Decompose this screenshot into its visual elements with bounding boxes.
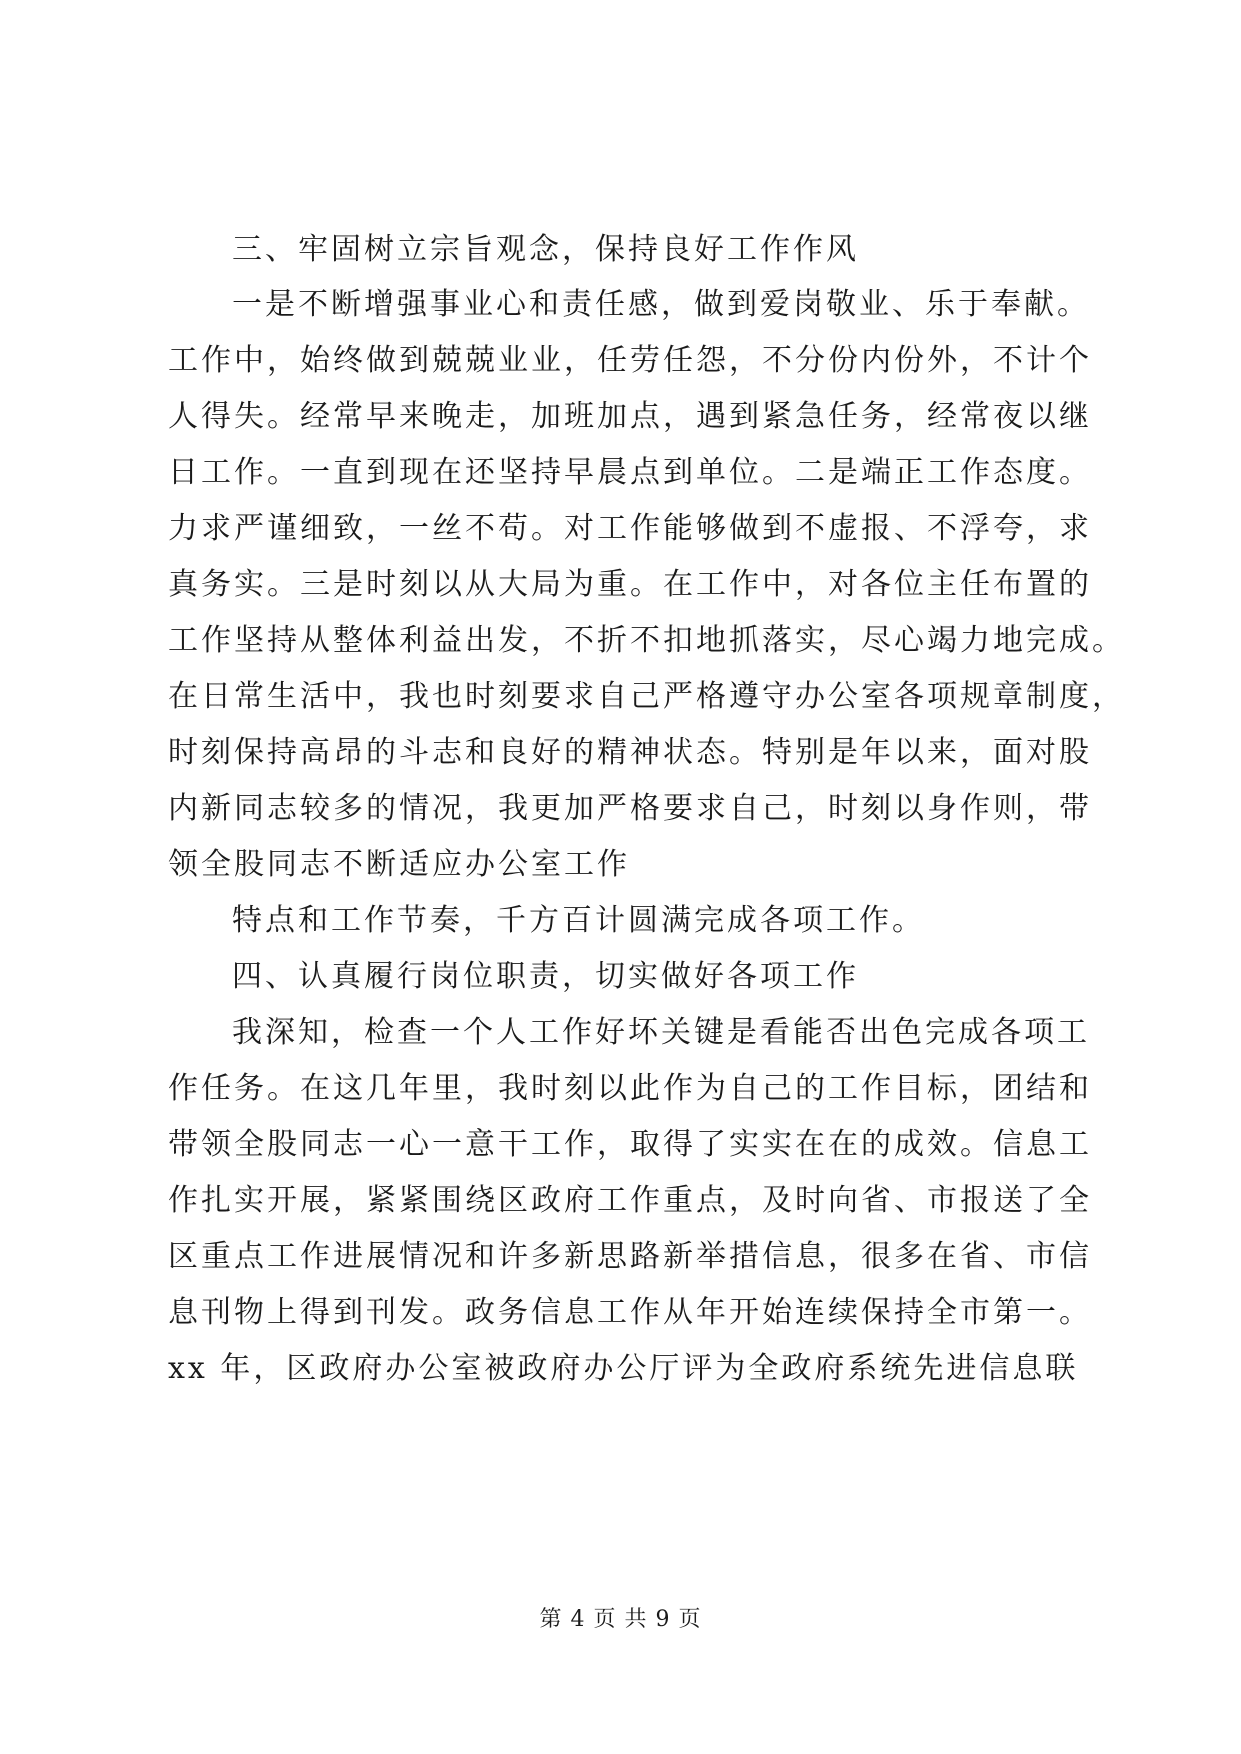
paragraph-line: 日工作。一直到现在还坚持早晨点到单位。二是端正工作态度。 xyxy=(168,455,1092,490)
heading-section-4: 四、认真履行岗位职责，切实做好各项工作 xyxy=(232,959,859,994)
paragraph-line: 人得失。经常早来晚走，加班加点，遇到紧急任务，经常夜以继 xyxy=(168,399,1092,434)
paragraph-line: 真务实。三是时刻以从大局为重。在工作中，对各位主任布置的 xyxy=(168,567,1092,602)
paragraph-line: 区重点工作进展情况和许多新思路新举措信息，很多在省、市信 xyxy=(168,1239,1092,1274)
paragraph-line: 领全股同志不断适应办公室工作 xyxy=(168,847,630,882)
paragraph-line: 作扎实开展，紧紧围绕区政府工作重点，及时向省、市报送了全 xyxy=(168,1183,1092,1218)
paragraph-line: 力求严谨细致，一丝不苟。对工作能够做到不虚报、不浮夸，求 xyxy=(168,511,1092,546)
paragraph-line: 作任务。在这几年里，我时刻以此作为自己的工作目标，团结和 xyxy=(168,1071,1092,1106)
page-number-footer: 第 4 页 共 9 页 xyxy=(539,1607,702,1632)
paragraph-line: 息刊物上得到刊发。政务信息工作从年开始连续保持全市第一。 xyxy=(168,1295,1092,1330)
paragraph-line: 时刻保持高昂的斗志和良好的精神状态。特别是年以来，面对股 xyxy=(168,735,1092,770)
paragraph-line: 内新同志较多的情况，我更加严格要求自己，时刻以身作则，带 xyxy=(168,791,1092,826)
paragraph-line: 在日常生活中，我也时刻要求自己严格遵守办公室各项规章制度， xyxy=(168,679,1125,714)
paragraph-line: xx 年，区政府办公室被政府办公厅评为全政府系统先进信息联 xyxy=(168,1351,1079,1386)
paragraph-line: 工作坚持从整体利益出发，不折不扣地抓落实，尽心竭力地完成。 xyxy=(168,623,1125,658)
paragraph-line: 带领全股同志一心一意干工作，取得了实实在在的成效。信息工 xyxy=(168,1127,1092,1162)
paragraph-line: 工作中，始终做到兢兢业业，任劳任怨，不分份内份外，不计个 xyxy=(168,343,1092,378)
paragraph-line: 我深知，检查一个人工作好坏关键是看能否出色完成各项工 xyxy=(232,1015,1090,1050)
heading-section-3: 三、牢固树立宗旨观念，保持良好工作作风 xyxy=(232,232,859,267)
paragraph-line: 一是不断增强事业心和责任感，做到爱岗敬业、乐于奉献。 xyxy=(232,287,1090,322)
paragraph-line: 特点和工作节奏，千方百计圆满完成各项工作。 xyxy=(232,903,925,938)
